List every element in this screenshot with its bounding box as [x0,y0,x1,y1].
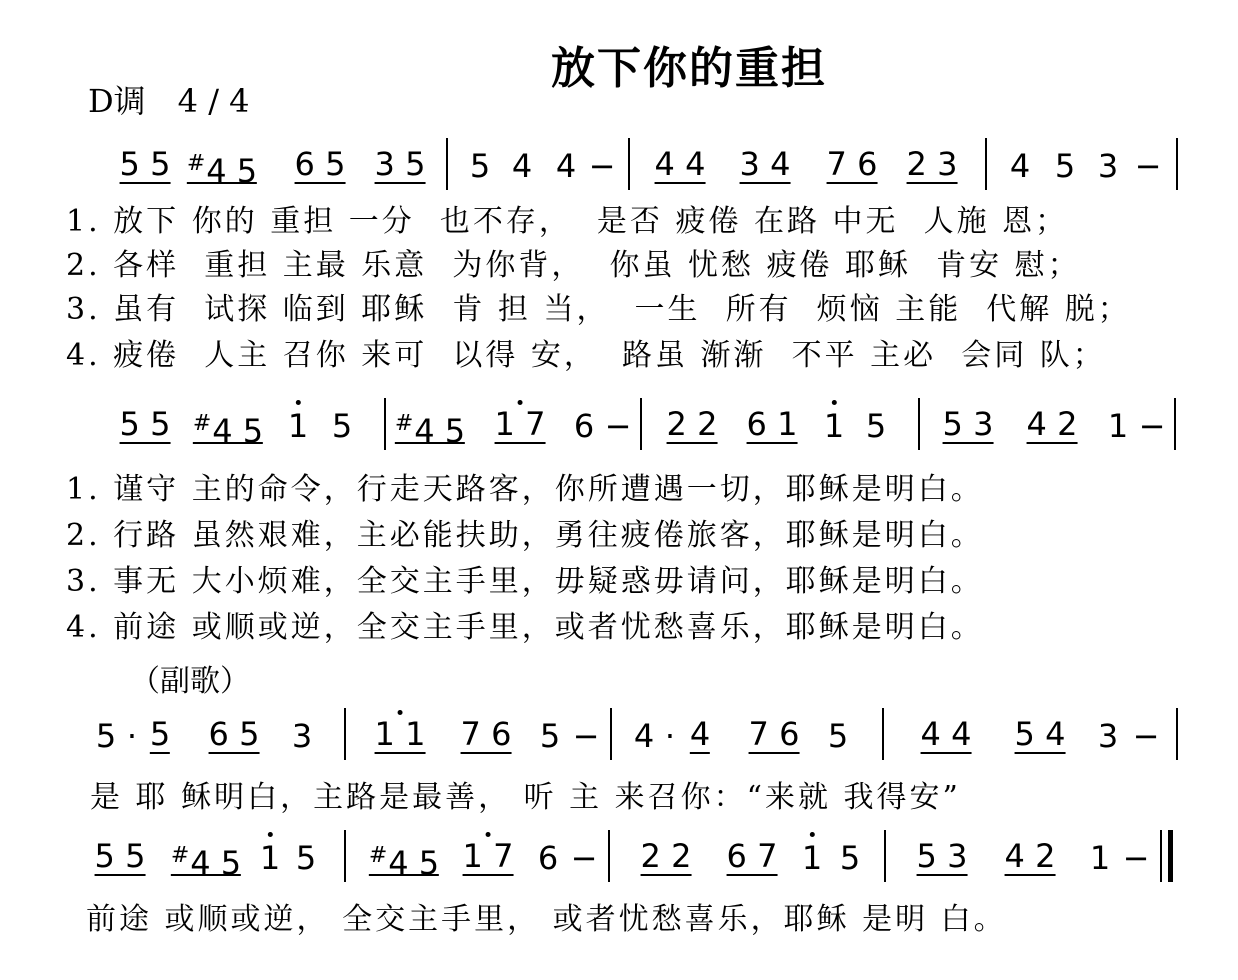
note: 1 [1107,407,1129,445]
note-group: 6 5 [294,145,346,183]
bar-line [628,138,630,190]
dash: − [588,147,616,185]
note-group: 5 5 [119,405,171,443]
note-group: 1 7 [462,837,514,875]
bar-line [884,830,886,882]
note: 3 [1097,717,1119,755]
bar-line [446,138,448,190]
note-group: 3 4 [739,145,791,183]
note-group: 6 1 [746,405,798,443]
bar-line [608,830,610,882]
note-group: 6 5 [208,715,260,753]
note-group: 2 2 [640,837,692,875]
note-group: 5 3 [916,837,968,875]
lyric-line: 4. 疲倦 人主 召你 来可 以得 安， 路虽 渐渐 不平 主必 会同 队； [66,338,1106,373]
dash: − [1134,147,1162,185]
note: 4 [1009,147,1031,185]
note: 1 [1089,839,1111,877]
notation-line-4 [0,838,1238,888]
dash: − [572,717,600,755]
note: 5 [331,407,353,445]
note: 1 [259,839,281,877]
key-time-signature: D调 4 / 4 [88,82,250,120]
note: 1 [287,407,309,445]
lyric-line: 前途 或顺或逆， 全交主手里， 或者忧愁喜乐，耶稣 是明 白。 [86,902,1007,937]
note-group: #4 5 [395,406,465,444]
bar-line [610,708,612,760]
bar-line [1174,398,1176,450]
bar-line [918,398,920,450]
note-group: #4 5 [369,838,439,876]
notation-line-3 [0,716,1238,766]
lyric-line: 1. 放下 你的 重担 一分 也不存， 是否 疲倦 在路 中无 人施 恩； [66,204,1069,239]
note: 5 [149,715,171,753]
lyric-line: 3. 事无 大小烦难，全交主手里，毋疑惑毋请问，耶稣是明白。 [66,564,984,599]
dot-rhythm: · [126,717,138,755]
lyric-line: 是 耶 稣明白，主路是最善， 听 主 来召你：“来就 我得安” [90,780,961,815]
dash: − [1138,407,1166,445]
note: 4 [689,715,711,753]
lyric-line: 4. 前途 或顺或逆，全交主手里，或者忧愁喜乐，耶稣是明白。 [66,610,984,645]
note-group: 5 4 [1014,715,1066,753]
note-group: #4 5 [193,406,263,444]
note-group: 5 5 [119,145,171,183]
bar-line [344,708,346,760]
note: 3 [1097,147,1119,185]
lyric-line: 2. 各样 重担 主最 乐意 为你背， 你虽 忧愁 疲倦 耶稣 肯安 慰； [66,248,1081,283]
bar-line [1176,708,1178,760]
note: 6 [573,407,595,445]
notation-line-2 [0,406,1238,456]
dot-rhythm: · [664,717,676,755]
note-group: 7 6 [748,715,800,753]
note: 5 [839,839,861,877]
lyric-line: 1. 谨守 主的命令，行走天路客，你所遭遇一切，耶稣是明白。 [66,472,984,507]
note: 5 [295,839,317,877]
note: 5 [1054,147,1076,185]
note-group: 7 6 [826,145,878,183]
dash: − [604,407,632,445]
bar-line [384,398,386,450]
note: 5 [865,407,887,445]
bar-line [1176,138,1178,190]
final-bar-line [1168,830,1173,882]
bar-line [640,398,642,450]
note: 1 [801,839,823,877]
note-group: 4 2 [1026,405,1078,443]
note-group: #4 5 [171,838,241,876]
note-group: 1 7 [494,405,546,443]
note: 5 [539,717,561,755]
note: 6 [537,839,559,877]
note-group: 4 4 [654,145,706,183]
dash: − [1132,717,1160,755]
note-group: 2 2 [666,405,718,443]
lyric-line: 3. 虽有 试探 临到 耶稣 肯 担 当， 一生 所有 烦恼 主能 代解 脱； [66,292,1131,327]
bar-line [1160,830,1162,882]
dash: − [1122,839,1150,877]
bar-line [985,138,987,190]
note-group: 3 5 [374,145,426,183]
note: 5 [827,717,849,755]
note-group: 4 2 [1004,837,1056,875]
note-group: 7 6 [460,715,512,753]
note: 4 [555,147,577,185]
note: 4 [633,717,655,755]
note-group: #4 5 [187,146,257,184]
note: 1 [823,407,845,445]
note-group: 1 1 [374,715,426,753]
bar-line [344,830,346,882]
note-group: 6 7 [726,837,778,875]
note: 5 [469,147,491,185]
bar-line [882,708,884,760]
note-group: 5 3 [942,405,994,443]
note-group: 5 5 [94,837,146,875]
note: 3 [291,717,313,755]
chorus-label: （副歌） [130,664,250,699]
note: 5 [95,717,117,755]
note-group: 4 4 [920,715,972,753]
dash: − [570,839,598,877]
song-title: 放下你的重担 [551,43,827,94]
lyric-line: 2. 行路 虽然艰难，主必能扶助，勇往疲倦旅客，耶稣是明白。 [66,518,984,553]
note: 4 [511,147,533,185]
notation-line-1 [0,146,1238,196]
note-group: 2 3 [906,145,958,183]
